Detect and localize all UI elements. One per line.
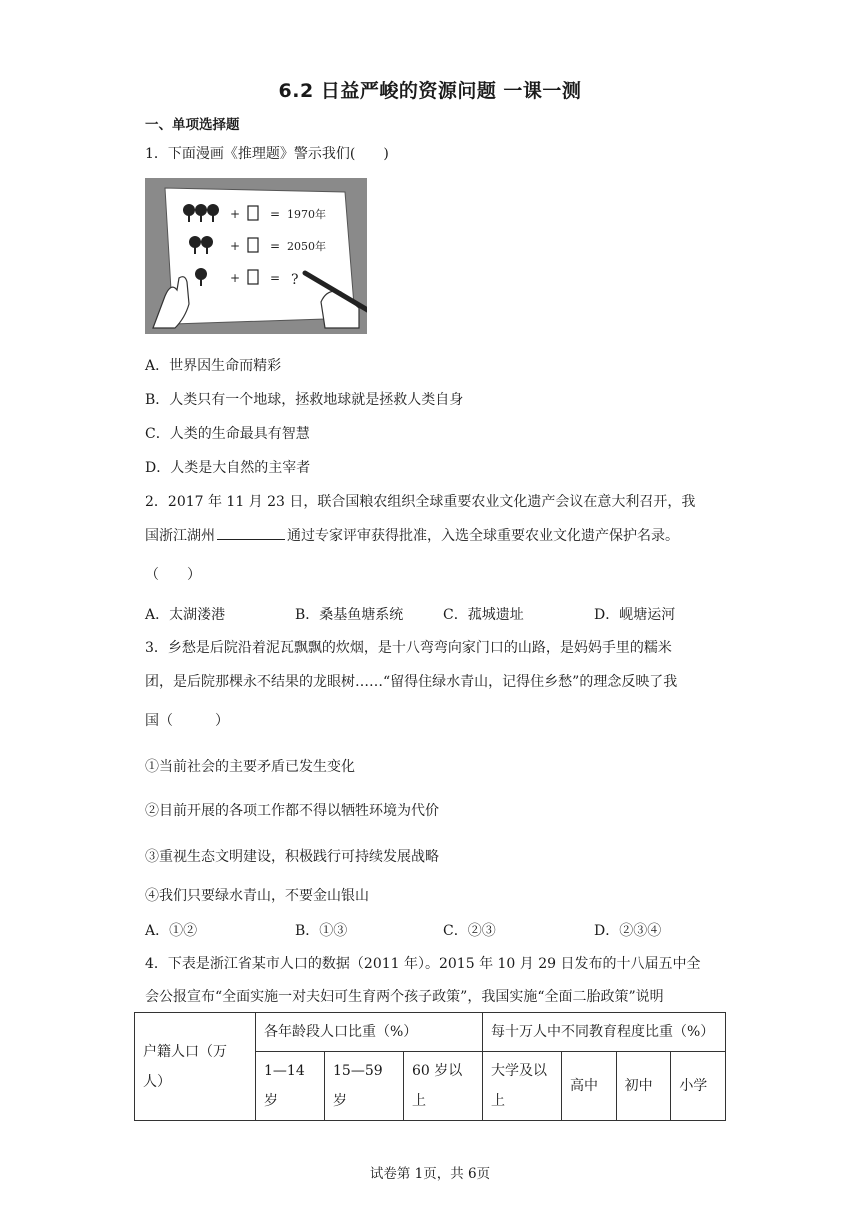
q1-option-a: A．世界因生命而精彩: [145, 358, 282, 374]
answer-blank: [217, 527, 285, 540]
svg-text:=: =: [270, 271, 281, 285]
page-footer: 试卷第 1页，共 6页: [369, 1166, 491, 1182]
row1-year: 1970年: [287, 208, 326, 221]
q3-option-a: A．①②: [145, 923, 198, 939]
table-header-education-group: 每十万人中不同教育程度比重（%）: [483, 1013, 726, 1052]
q2-option-b: B．桑基鱼塘系统: [295, 607, 404, 623]
q3-stem-line3: 国（ ）: [145, 713, 229, 729]
row2-year: 2050年: [287, 240, 326, 253]
table-header-population: 户籍人口（万人）: [135, 1013, 256, 1121]
population-table: [134, 1012, 726, 1121]
q3-stem-line1: 3．乡愁是后院沿着泥瓦飘飘的炊烟，是十八弯弯向家门口的山路，是妈妈手里的糯米: [145, 640, 672, 656]
cartoon-image: [145, 178, 367, 334]
q1-stem: 1．下面漫画《推理题》警示我们( ): [145, 146, 389, 162]
section-heading: 一、单项选择题: [145, 117, 240, 133]
table-header-edu-4: 小学: [671, 1052, 726, 1121]
q2-option-d: D．岘塘运河: [594, 607, 676, 623]
tree-icon: [183, 204, 219, 222]
q1-option-b: B．人类只有一个地球，拯救地球就是拯救人类自身: [145, 392, 464, 408]
svg-text:=: =: [270, 239, 281, 253]
table-header-age-group: 各年龄段人口比重（%）: [256, 1013, 483, 1052]
svg-text:=: =: [270, 207, 281, 221]
q4-stem-line1: 4．下表是浙江省某市人口的数据（2011 年）。2015 年 10 月 29 日发布的十八届五中全: [145, 956, 701, 972]
q3-option-d: D．②③④: [594, 923, 662, 939]
q2-paren: （ ）: [145, 567, 201, 583]
q2-option-a: A．太湖溇港: [145, 607, 226, 623]
svg-text:+: +: [230, 239, 241, 253]
table-header-edu-3: 初中: [616, 1052, 671, 1121]
page-title: 6.2 日益严峻的资源问题 一课一测: [278, 80, 582, 102]
svg-text:+: +: [230, 271, 241, 285]
table-header-age-3: 60 岁以上: [404, 1052, 483, 1121]
q3-option-b: B．①③: [295, 923, 348, 939]
q2-stem-part-a: 国浙江湖州: [145, 528, 215, 544]
q1-option-c: C．人类的生命最具有智慧: [145, 426, 310, 442]
row3-result: ?: [291, 272, 299, 288]
q2-stem-part-b: 通过专家评审获得批准，入选全球重要农业文化遗产保护名录。: [287, 528, 679, 544]
table-header-edu-2: 高中: [562, 1052, 617, 1121]
q3-option-c: C．②③: [443, 923, 496, 939]
table-header-age-1: 1—14岁: [256, 1052, 325, 1121]
q3-item-1: ①当前社会的主要矛盾已发生变化: [145, 759, 355, 775]
q3-stem-line2: 团，是后院那棵永不结果的龙眼树……“留得住绿水青山，记得住乡愁”的理念反映了我: [145, 674, 678, 690]
table-header-edu-1: 大学及以上: [483, 1052, 562, 1121]
q2-option-c: C．菰城遗址: [443, 607, 524, 623]
q1-option-d: D．人类是大自然的主宰者: [145, 460, 311, 476]
svg-text:+: +: [230, 207, 241, 221]
q2-stem-line1: 2．2017 年 11 月 23 日，联合国粮农组织全球重要农业文化遗产会议在意大利召开，我: [145, 494, 696, 510]
table-header-age-2: 15—59岁: [325, 1052, 404, 1121]
q3-item-4: ④我们只要绿水青山，不要金山银山: [145, 888, 369, 904]
q2-stem-line2: [145, 525, 679, 545]
q4-stem-line2: 会公报宣布“全面实施一对夫妇可生育两个孩子政策”，我国实施“全面二胎政策”说明: [145, 989, 664, 1005]
q3-item-2: ②目前开展的各项工作都不得以牺牲环境为代价: [145, 803, 439, 819]
q3-item-3: ③重视生态文明建设，积极践行可持续发展战略: [145, 849, 439, 865]
